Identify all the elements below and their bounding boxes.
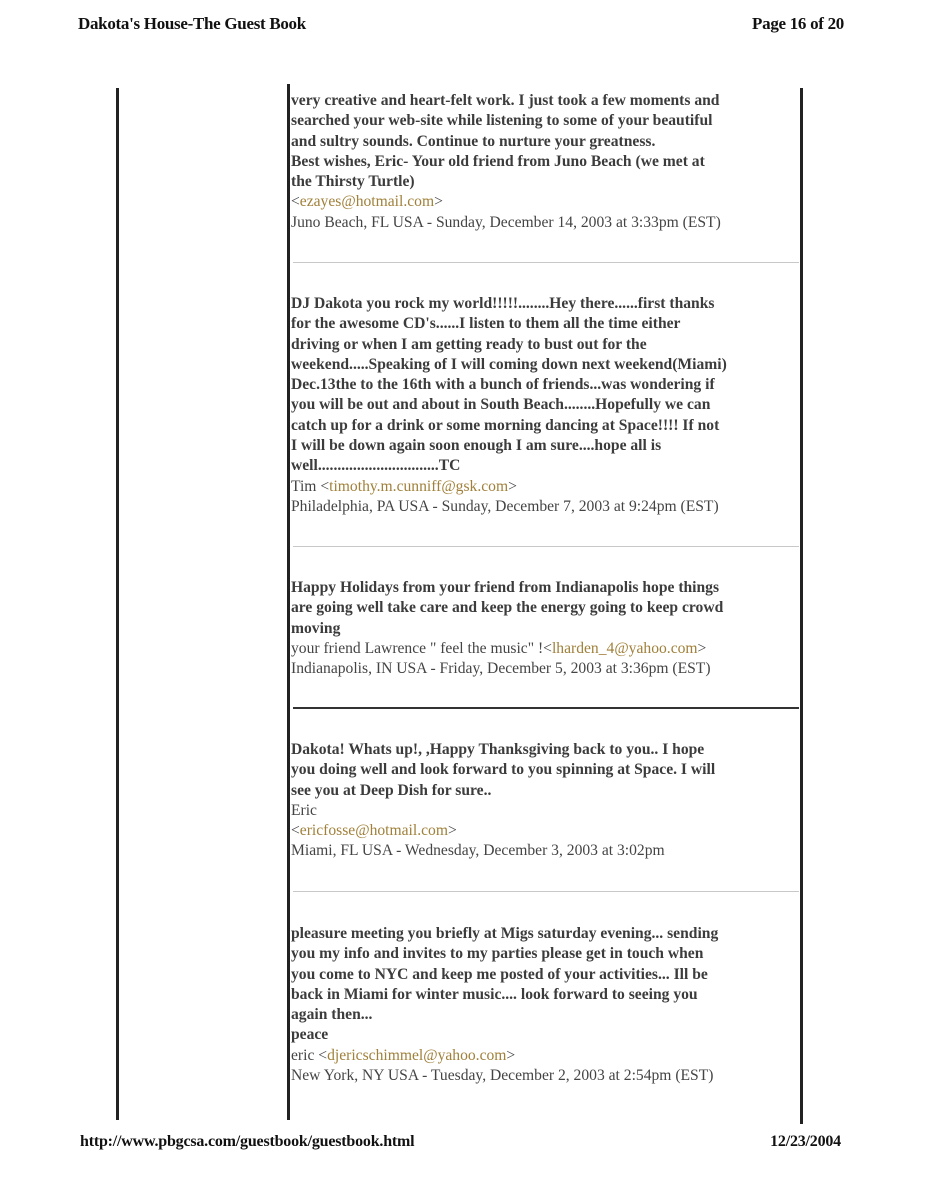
entry-location-date: Philadelphia, PA USA - Sunday, December 7, 2003 at 9:24pm (EST) (291, 497, 719, 515)
entry-name: eric (291, 1046, 319, 1064)
entry-email-link[interactable]: ezayes@hotmail.com (299, 193, 435, 211)
entry-contact: Tim <timothy.m.cunniff@gsk.com> (291, 477, 517, 495)
entry-message: DJ Dakota you rock my world!!!!!........Hey there......first thanks for the awesome CD's......I listen to them all the time either driving or when I am getting ready to bust out for the weekend.....Speaking of I will coming down next weekend(Miami) Dec.13the to the 16th with a bunch of friends...was wondering if you will be out and about in South Beach........Hopefully we can catch up for a drink or some morning dancing at Space!!!! If not I will be down again soon enough I am sure....hope all is well...............................TC (291, 295, 727, 475)
footer-url: http://www.pbgcsa.com/guestbook/guestbook.html (80, 1133, 415, 1150)
entry-divider (293, 546, 799, 547)
entry-contact: <ezayes@hotmail.com> (291, 193, 443, 211)
guestbook-entry (291, 578, 801, 679)
entry-email-link[interactable]: timothy.m.cunniff@gsk.com (329, 477, 509, 495)
entry-message: Happy Holidays from your friend from Indianapolis hope things are going well take care and keep the energy going to keep crowd moving (291, 579, 724, 637)
page-title: Dakota's House-The Guest Book (78, 14, 306, 33)
guestbook-entry (291, 294, 801, 517)
page-number: Page 16 of 20 (752, 14, 844, 33)
entry-divider (293, 262, 799, 263)
entry-location-date: Indianapolis, IN USA - Friday, December 5, 2003 at 3:36pm (EST) (291, 660, 711, 678)
entry-message: very creative and heart-felt work. I just took a few moments and searched your web-site while listening to some of your beautiful and sultry sounds. Continue to nurture your greatness. Best wishes, Eric- Your old friend from Juno Beach (we met at the Thirsty Turtle) (291, 92, 720, 191)
entry-message: pleasure meeting you briefly at Migs saturday evening... sending you my info and invites to my parties please get in touch when you come to NYC and keep me posted of your activities... Ill be back in Miami for winter music.... look forward to seeing you again then... peace (291, 925, 719, 1044)
guestbook-entry (291, 91, 801, 233)
entry-location-date: Juno Beach, FL USA - Sunday, December 14, 2003 at 3:33pm (EST) (291, 213, 721, 231)
entry-divider (293, 891, 799, 892)
entry-location-date: New York, NY USA - Tuesday, December 2, 2003 at 2:54pm (EST) (291, 1067, 714, 1085)
entry-name: Eric (291, 801, 317, 819)
entry-contact: eric <djericschimmel@yahoo.com> (291, 1046, 516, 1064)
entry-contact: your friend Lawrence " feel the music" !<lharden_4@yahoo.com> (291, 639, 707, 657)
guestbook-entry (291, 924, 801, 1086)
entry-email-link[interactable]: lharden_4@yahoo.com (551, 639, 698, 657)
entry-email-link[interactable]: djericschimmel@yahoo.com (327, 1046, 507, 1064)
entry-location-date: Miami, FL USA - Wednesday, December 3, 2003 at 3:02pm (291, 842, 665, 860)
entry-divider (293, 707, 799, 709)
left-border-line (116, 88, 119, 1120)
entry-name: your friend Lawrence " feel the music" ! (291, 639, 544, 657)
footer-date: 12/23/2004 (770, 1133, 841, 1150)
column-left-border (287, 84, 290, 1120)
entry-message: Dakota! Whats up!, ,Happy Thanksgiving back to you.. I hope you doing well and look forward to you spinning at Space. I will see you at Deep Dish for sure.. (291, 741, 716, 799)
entry-contact: <ericfosse@hotmail.com> (291, 822, 457, 840)
entry-name: Tim (291, 477, 321, 495)
guestbook-entry (291, 740, 801, 862)
entry-email-link[interactable]: ericfosse@hotmail.com (299, 822, 448, 840)
